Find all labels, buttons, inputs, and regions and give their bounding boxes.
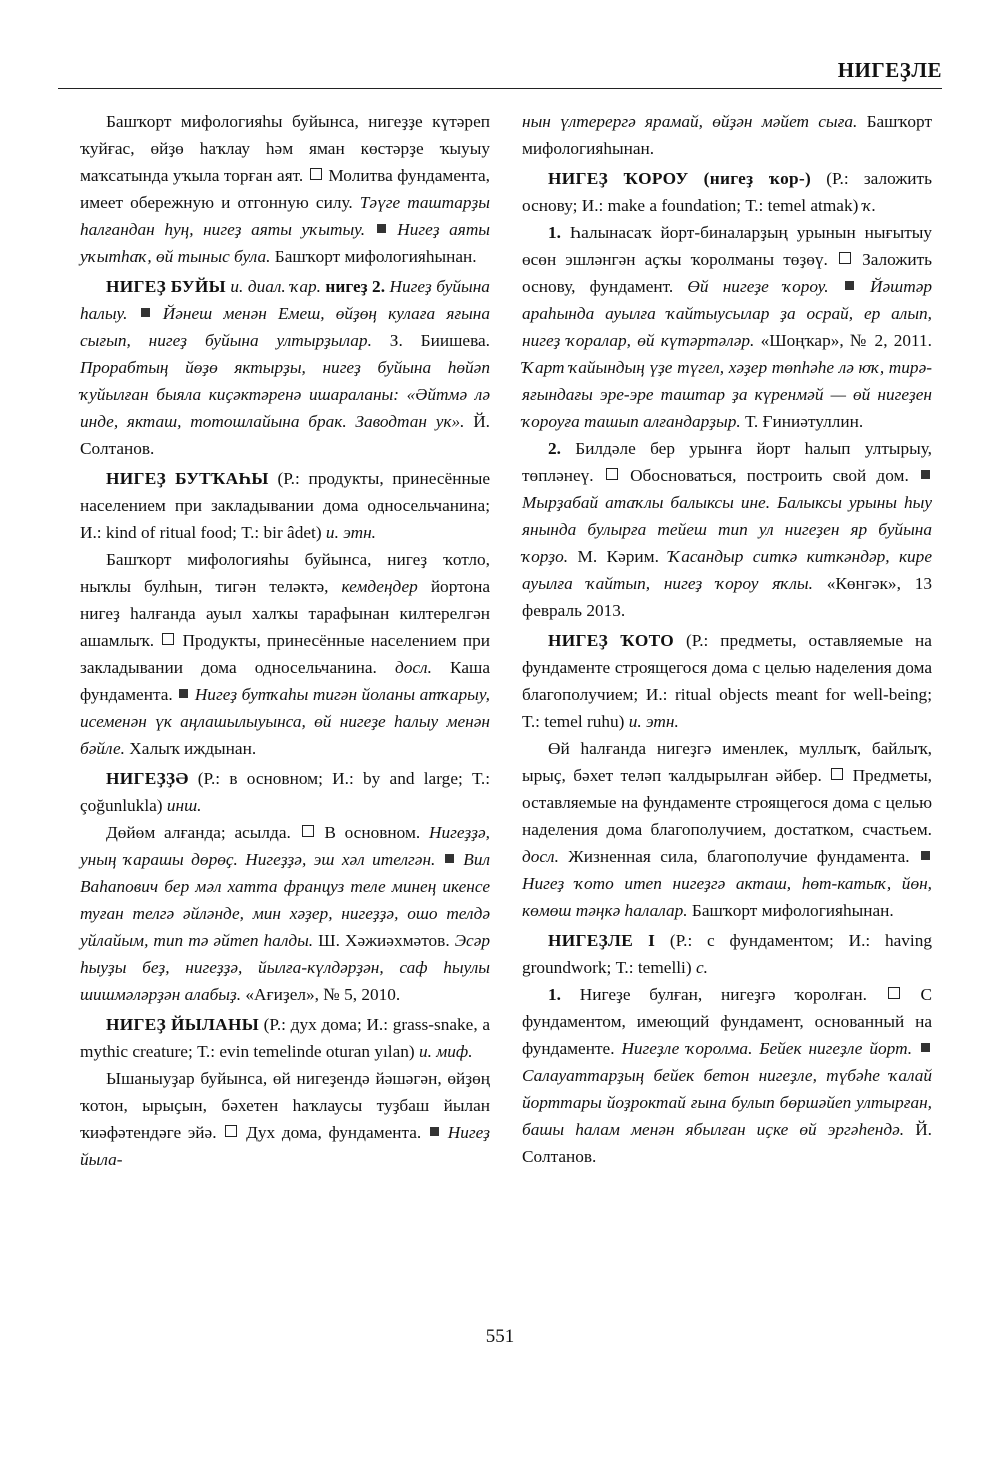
example-marker-icon	[141, 308, 150, 317]
translations: (Р.: с фундаментом; И.: having groundwork; Т.: temelli)	[522, 931, 932, 977]
entry-niges-butkahy	[80, 465, 490, 546]
definition-text: Өй һалғанда нигеҙгә именлек, муллыҡ, байлыҡ, ырыҫ, бәхет теләп ҡалдырылған әйбер.	[522, 739, 932, 785]
example-text: Эсәр һыуҙы беҙ, нигеҙҙә, йылға-күлдәрҙән, саф һыулы шишмәләрҙән алабыҙ.	[80, 931, 491, 1004]
example-text: Нигеҙле ҡоролма. Бейек нигеҙле йорт.	[621, 1039, 913, 1058]
running-head	[58, 56, 942, 89]
translation-text: Обосноваться, построить свой дом.	[630, 466, 909, 485]
entry-body	[80, 1065, 490, 1173]
sense-2	[522, 435, 932, 624]
definition-text: Билдәле бер урынға йорт һалып ултырыу, төпләнеү.	[522, 439, 932, 485]
headword: НИГЕҘҘӘ	[106, 769, 189, 788]
headword: НИГЕҘЛЕ I	[548, 931, 656, 950]
sense-number: 2.	[548, 439, 561, 458]
translation-marker-icon	[162, 633, 174, 645]
grammar-label: инш.	[166, 796, 202, 815]
translations: (Р.: предметы, оставляемые на фундаменте строящегося дома с целью наделения дома благополучием; И.: ritual objects meant for well-being; Т.: temel ruhu)	[522, 631, 932, 731]
headword-variant: (нигеҙ ҡор-)	[703, 169, 812, 188]
sense-number: 1.	[548, 223, 561, 242]
definition-text: Һалынасаҡ йорт-биналарҙың урынын нығытыу өсөн эшләнгән аҫҡы ҡоролманы төҙөү.	[522, 223, 932, 269]
example-marker-icon	[179, 689, 188, 698]
inline-italic: кемдеңдер	[341, 577, 418, 596]
translation-marker-icon	[310, 168, 322, 180]
entry-niges-koto	[522, 627, 932, 735]
translation-marker-icon	[831, 768, 843, 780]
entry-body	[80, 546, 490, 762]
example-marker-icon	[377, 224, 386, 233]
source-text: Й. Солтанов.	[522, 1120, 932, 1166]
definition-text: йортона нигеҙ һалғанда ауыл халҡы тарафынан килтерелгән ашамлыҡ.	[80, 577, 490, 650]
example-marker-icon	[430, 1127, 439, 1136]
example-text: Нигеҙ бутҡаһы тигән йоланы атҡарыу, исеменән үк аңлашылыуынса, өй нигеҙе һалыу менән бәйле.	[80, 685, 490, 758]
entry-nigezle	[522, 927, 932, 981]
translations: (Р.: заложить основу; И.: make a foundation; Т.: temel atmak)	[522, 169, 932, 215]
source-text: З. Биишева.	[389, 331, 490, 350]
left-column	[80, 108, 490, 1173]
example-text: Өй нигеҙе ҡороу.	[687, 277, 829, 296]
headword: НИГЕҘ ЙЫЛАНЫ	[106, 1015, 259, 1034]
source-text: «Көнгәк», 13 февраль 2013.	[522, 574, 932, 620]
right-column	[522, 108, 932, 1173]
definition-text: Ышаныуҙар буйынса, өй нигеҙендә йәшәгән, өйҙөң ҡотон, ырыҫын, бәхетен һаҡлаусы туҙбаш йылан ҡиәфәтендәге эйә.	[80, 1069, 490, 1142]
entry-continuation	[80, 108, 490, 270]
translation-marker-icon	[225, 1125, 237, 1137]
translation-text: Заложить основу, фундамент.	[522, 250, 932, 296]
source-text: М. Кәрим.	[577, 547, 659, 566]
two-column-body	[80, 108, 932, 1173]
usage-label: досл.	[522, 847, 559, 866]
translation-text: В основном.	[324, 823, 421, 842]
grammar-label: и. миф.	[418, 1042, 473, 1061]
example-text: Салауаттарҙың бейек бетон нигеҙле, түбәһе ҡалай йорттары йоҙроктай ғына булып бөршәйеп ултырған, башы һалам менән ябылған иҫке өй эргәһендә.	[522, 1066, 932, 1139]
example-text: Мырҙабай атаҡлы балыксы ине. Балыксы урыны һыу янында булырға тейеш тип ул нигеҙен яр буйына ҡорҙо.	[522, 493, 932, 566]
source-text: Башҡорт мифологияһынан.	[274, 247, 477, 266]
translation-marker-icon	[606, 468, 618, 480]
example-marker-icon	[921, 851, 930, 860]
page-number: 551	[485, 1326, 515, 1347]
example-marker-icon	[921, 1043, 930, 1052]
definition-text: Башҡорт мифологияһы буйынса, нигеҙҙе күтәреп ҡуйғас, өйҙө һаҡлау һәм яман көстәрҙе ҡыуыу маҡсатында уҡыла торған аят.	[80, 112, 490, 185]
translation-text: С фундаментом, имеющий фундамент, основанный на фундаменте.	[522, 985, 932, 1058]
example-marker-icon	[445, 854, 454, 863]
translations: (Р.: в основном; И.: by and large; Т.: çoğunlukla)	[80, 769, 490, 815]
definition-text: Дөйөм алғанда; асылда.	[106, 823, 291, 842]
entry-niges-korou	[522, 165, 932, 219]
headword: НИГЕҘ БУТҠАҺЫ	[106, 469, 269, 488]
example-text: Нигеҙ ҡото итеп нигеҙгә акташ, һөт-катыҡ, йөн, көмөш тәңкә һалалар.	[522, 874, 932, 920]
sense-1	[522, 219, 932, 435]
translations: (Р.: продукты, принесённые населением при закладывании дома односельчанина; И.: kind of ritual food; Т.: bir âdet)	[80, 469, 490, 542]
entry-continuation	[522, 108, 932, 162]
sense-1	[522, 981, 932, 1170]
example-text: Нигеҙ буйына һалыу.	[80, 277, 490, 323]
usage-label: досл.	[395, 658, 432, 677]
running-head-word: НИГЕҘЛЕ	[837, 58, 942, 82]
translation-text: Молитва фундамента, имеет обережную и отгонную силу.	[80, 166, 491, 212]
source-text: Халыҡ иждынан.	[129, 739, 257, 758]
example-text: Ҡасандыр ситкә киткәндәр, кире ауылға ҡайтып, нигеҙ ҡороу яҡлы.	[522, 547, 932, 593]
example-marker-icon	[921, 470, 930, 479]
example-marker-icon	[845, 281, 854, 290]
example-text: Йәштәр араһында ауылға ҡайтыусылар ҙа осрай, ер алып, нигеҙ ҡоралар, өй күтәртәләр.	[522, 277, 933, 350]
cross-reference: нигеҙ 2.	[325, 277, 386, 296]
translation-text: Каша фундамента.	[80, 658, 490, 704]
translation-text: Продукты, принесённые населением при закладывании дома односельчанина.	[80, 631, 490, 677]
example-text: нын үлтерергә ярамай, өйҙән мәйет сыға.	[522, 112, 858, 131]
translations: (Р.: дух дома; И.: grass-snake, a mythic creature; Т.: evin temelinde oturan yılan)	[80, 1015, 490, 1061]
sense-number: 1.	[548, 985, 561, 1004]
source-text: Й. Солтанов.	[80, 412, 490, 458]
headword: НИГЕҘ БУЙЫ	[106, 277, 226, 296]
entry-niges-yylany	[80, 1011, 490, 1065]
example-text: Тәүге таштарҙы һалғандан һуң, нигеҙ аяты уҡытыу.	[80, 193, 490, 239]
example-text: Нигеҙ аяты уҡытһаҡ, өй тыныс була.	[80, 220, 491, 266]
translation-text: Предметы, оставляемые на фундаменте строящегося дома с целью наделения дома благополучием, достатком, счастьем.	[522, 766, 933, 839]
grammar-label: с.	[695, 958, 708, 977]
entry-nigezze	[80, 765, 490, 819]
example-text: Вил Ваһапович бер мәл хатта француз теле минең икенсе туған телгә әйләнде, мин хәҙер, нигеҙҙә, ошо телдә уйлайым, тип тә әйтеп һалды.	[80, 850, 490, 950]
example-text: Нигеҙҙә, уның ҡарашы дөрөҫ. Нигеҙҙә, эш хәл ителгән.	[80, 823, 490, 869]
headword: НИГЕҘ ҠОТО	[548, 631, 675, 650]
example-text: Прорабтың йөҙө яктырҙы, нигеҙ буйына һөйәп ҡуйылған быяла киҫәктәренә ишараланы: «Әйтмә лә инде, якташ, тотошлайына брак. Заводтан ук».	[80, 358, 490, 431]
translation-text: Жизненная сила, благополучие фундамента.	[568, 847, 910, 866]
source-text: Башҡорт мифологияһынан.	[691, 901, 894, 920]
translation-marker-icon	[839, 252, 851, 264]
example-text: Ҡарт ҡайындың үҙе түгел, хәҙер төпһәһе лә юҡ, тирә-яғындағы эре-эре таштар ҙа күренмәй — өй нигеҙен ҡороуға ташып алғандарҙыр.	[522, 358, 932, 431]
source-text: «Ағиҙел», № 5, 2010.	[245, 985, 401, 1004]
source-text: Ш. Хәжиәхмәтов.	[318, 931, 450, 950]
source-text: Башҡорт мифологияһынан.	[522, 112, 932, 158]
translation-marker-icon	[302, 825, 314, 837]
grammar-label: и. этн.	[628, 712, 679, 731]
grammar-label: и. диал. ҡар.	[230, 277, 321, 296]
source-text: Т. Ғиниәтуллин.	[745, 412, 864, 431]
example-text: Йәнеш менән Емеш, өйҙөң кулаға яғына сығып, нигеҙ буйына ултырҙылар.	[80, 304, 491, 350]
definition-text: Башҡорт мифологияһы буйынса, нигеҙ ҡотло, ныҡлы булһын, тигән теләктә,	[80, 550, 490, 596]
example-text: Нигеҙ йыла-	[80, 1123, 491, 1169]
definition-text: Нигеҙе булған, нигеҙгә ҡоролған.	[579, 985, 867, 1004]
source-text: «Шоңҡар», № 2, 2011.	[760, 331, 932, 350]
translation-text: Дух дома, фундамента.	[246, 1123, 422, 1142]
entry-niges-buyy	[80, 273, 490, 462]
headword: НИГЕҘ ҠОРОУ	[548, 169, 689, 188]
entry-body	[80, 819, 490, 1008]
translation-marker-icon	[888, 987, 900, 999]
entry-body	[522, 735, 932, 924]
grammar-label: и. этн.	[325, 523, 376, 542]
grammar-label: ҡ.	[862, 196, 877, 215]
